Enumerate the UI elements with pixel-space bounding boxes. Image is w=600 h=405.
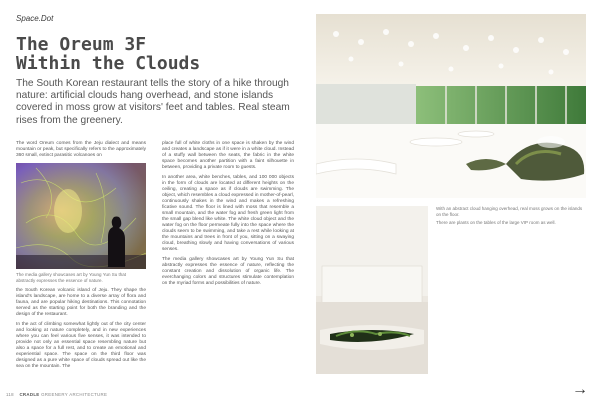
article-lede: The South Korean restaurant tells the story of a hike through nature: artificial clouds hang overhead, and stone islands covered in moss grow at visitors' feet and tables. Real steam rises from the greenery. xyxy=(16,78,290,126)
page-footer xyxy=(6,392,107,397)
media-gallery-photo xyxy=(16,163,146,269)
body-paragraph: The media gallery showcases art by Young Yun Su that abstractly expresses the essence of nature, reflecting the constant creation and dissolution of organic life. The everchanging colors and structures stimulate contemplation on the myriad forms and possibilities of nature. xyxy=(162,257,294,286)
body-column-1-bottom xyxy=(16,288,146,374)
cloud-room-photo xyxy=(316,14,586,198)
body-paragraph: the South Korean volcanic island of Jeju. They shape the island's landscape, are home to a diverse array of flora and fauna, and are popular hiking destinations. This connotation served as the starting point for both the branding and the design of the restaurant. xyxy=(16,288,146,317)
body-paragraph: In the act of climbing somewhat lightly out of the city center and looking at nature completely, and in new experiences where you can feel various five senses, it was intended to provide not only an essential space resembling nature but also a space for a full rest, and to create an emotional and experiential space. The space on the third floor was designed as a pure white space of clouds spread out like the sea on the mountain. The xyxy=(16,322,146,369)
body-paragraph: In another area, white benches, tables, and 100 000 objects in the form of clouds are located at different heights on the ceiling, creating a space as if clouds are swimming. The object, which resembles a cloud expressed in mother-of-pearl, continuously shakes in the wind and makes a refreshing ficative sound. The floor is lined with moss that resemble a small mountain, and the water fog and fresh green light from the small gap blend like white. The white cloud object and the water fog on the floor permeate fully into the space where the clouds seem to be swimming, and take a rest while looking at the mountains and trees in front of you, sitting on a swaying cloud, breathing slowly and having conversations of various senses. xyxy=(162,175,294,252)
footer-section: GREENERY ARCHITECTURE xyxy=(41,392,108,397)
body-paragraph: place full of white cloths in one space is shaken by the wind and creates a landscape as if it were in a white cloud. Instead of a stuffy wall between the seats, the fabric in the white space becomes another partition with a faint silhouette in between, providing a private room to guests. xyxy=(162,141,294,170)
room-caption xyxy=(436,206,586,229)
room-caption-line: There are plants on the tables of the large VIP room as well. xyxy=(436,220,556,226)
section-kicker: Space.Dot xyxy=(16,14,54,23)
body-column-1-top xyxy=(16,141,146,163)
room-caption-line: With an abstract cloud hanging overhead, real moss grows on the islands on the floor. xyxy=(436,206,583,217)
body-paragraph: The word Oreum comes from the Jeju dialect and means mountain or peak, but specifically refers to the approximately 360 small, extinct parasitic volcanoes on xyxy=(16,141,146,158)
media-gallery-caption: The media gallery showcases art by Young Yun Su that abstractly expresses the essence of nature. xyxy=(16,272,126,283)
article-title: The Oreum 3F Within the Clouds xyxy=(16,34,201,74)
footer-brand: CRADLE xyxy=(19,392,40,397)
arrow-right-icon[interactable]: → xyxy=(572,381,588,398)
page-number: 118 xyxy=(6,392,14,397)
vip-room-table-photo xyxy=(316,206,428,374)
body-column-2 xyxy=(162,141,294,291)
